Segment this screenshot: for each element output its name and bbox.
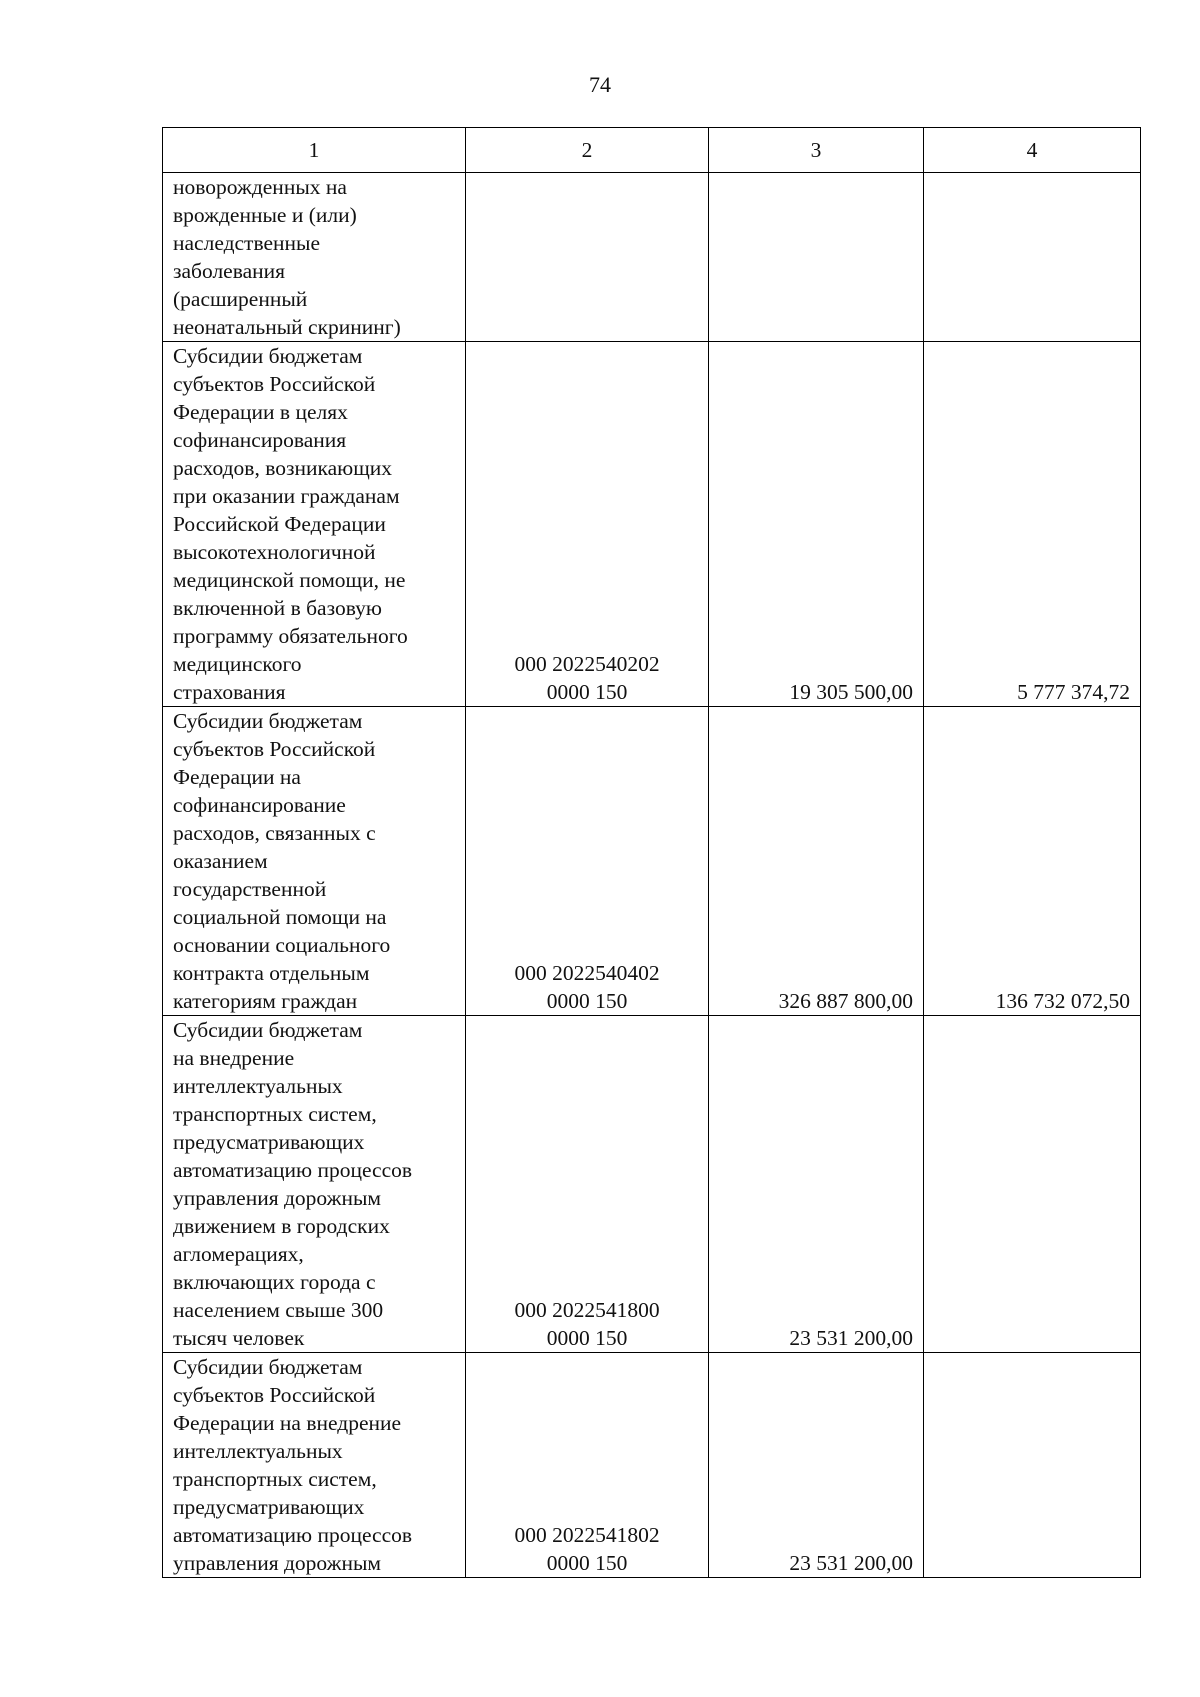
row-value4-cell <box>924 1353 1141 1578</box>
row-name-cell: Субсидии бюджетам субъектов Российской Федерации на софинансирование расходов, связанных с оказанием государственной социальной помощи на основании социального контракта отдельным категориям граждан <box>163 707 466 1016</box>
column-header-2: 2 <box>466 128 709 173</box>
table-row <box>163 173 1141 342</box>
row-name-cell: Субсидии бюджетам субъектов Российской Федерации на внедрение интеллектуальных транспортных систем, предусматривающих автоматизацию процессов управления дорожным <box>163 1353 466 1578</box>
column-header-1: 1 <box>163 128 466 173</box>
table-row <box>163 707 1141 1016</box>
page-number: 74 <box>589 72 611 97</box>
table-header-row <box>163 128 1141 173</box>
budget-table <box>162 127 1141 1578</box>
row-code-cell <box>466 173 709 342</box>
row-value3-cell: 19 305 500,00 <box>709 342 924 707</box>
row-value3-cell: 23 531 200,00 <box>709 1016 924 1353</box>
table-row <box>163 342 1141 707</box>
row-value3-cell <box>709 173 924 342</box>
row-code-cell: 000 2022541802 0000 150 <box>466 1353 709 1578</box>
row-code-cell: 000 2022540402 0000 150 <box>466 707 709 1016</box>
row-value4-cell: 5 777 374,72 <box>924 342 1141 707</box>
row-name-cell: Субсидии бюджетам субъектов Российской Федерации в целях софинансирования расходов, возникающих при оказании гражданам Российской Федерации высокотехнологичной медицинской помощи, не включенной в базовую программу обязательного медицинского страхования <box>163 342 466 707</box>
row-value4-cell <box>924 173 1141 342</box>
column-header-4: 4 <box>924 128 1141 173</box>
column-header-3: 3 <box>709 128 924 173</box>
row-value3-cell: 23 531 200,00 <box>709 1353 924 1578</box>
row-name-cell: новорожденных на врожденные и (или) наследственные заболевания (расширенный неонатальный скрининг) <box>163 173 466 342</box>
row-value4-cell <box>924 1016 1141 1353</box>
table-row <box>163 1016 1141 1353</box>
row-value4-cell: 136 732 072,50 <box>924 707 1141 1016</box>
row-code-cell: 000 2022540202 0000 150 <box>466 342 709 707</box>
row-code-cell: 000 2022541800 0000 150 <box>466 1016 709 1353</box>
table-row <box>163 1353 1141 1578</box>
row-name-cell: Субсидии бюджетам на внедрение интеллектуальных транспортных систем, предусматривающих автоматизацию процессов управления дорожным движением в городских агломерациях, включающих города с населением свыше 300 тысяч человек <box>163 1016 466 1353</box>
row-value3-cell: 326 887 800,00 <box>709 707 924 1016</box>
